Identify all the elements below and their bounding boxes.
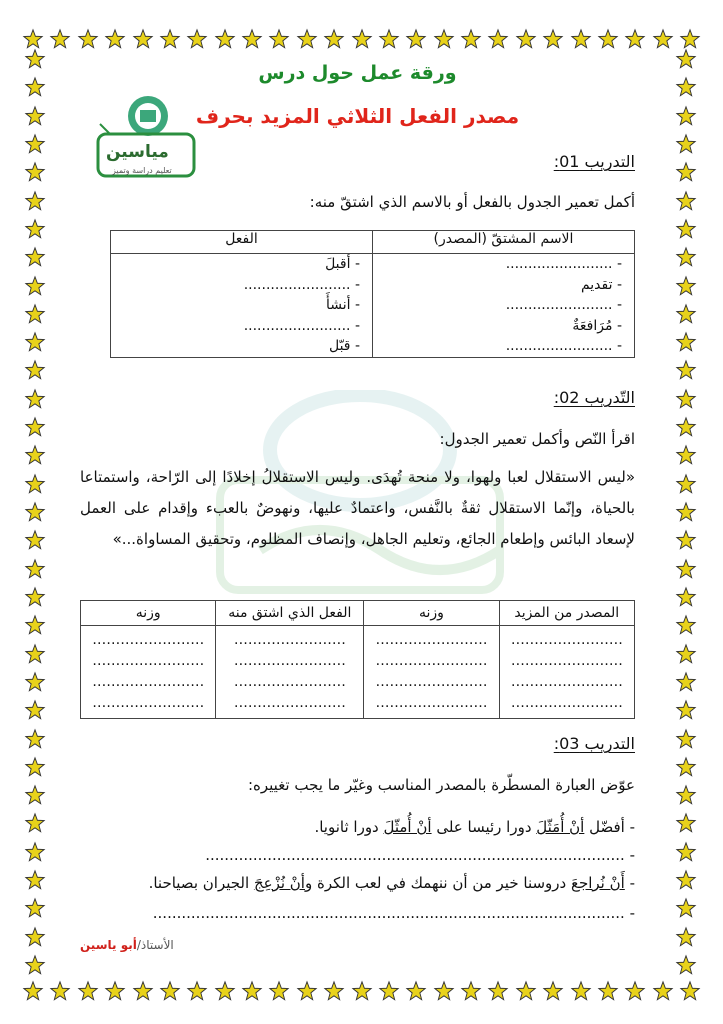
star-icon [24, 784, 48, 806]
answer-line[interactable]: …………………… [510, 695, 623, 711]
answer-line[interactable]: …………………… [92, 674, 205, 690]
star-icon [652, 980, 674, 1004]
answer-line[interactable]: …………………… [92, 653, 205, 669]
answer-line[interactable]: …………………… [233, 632, 346, 648]
star-icon [675, 784, 699, 806]
star-icon [675, 756, 699, 778]
masdar-answers[interactable] [499, 626, 634, 719]
verb-cell: - أقبلَ [325, 256, 360, 272]
star-icon [675, 76, 699, 98]
star-icon [24, 812, 48, 834]
noun-cell[interactable]: - ........................ [505, 338, 622, 354]
exercise3-title: التدريب 03: [553, 734, 635, 753]
star-icon [24, 246, 48, 268]
sentence-1-end: دورا ثانويا. [314, 818, 384, 836]
star-icon [675, 699, 699, 721]
wazn-answers[interactable] [364, 626, 499, 719]
star-border-right [675, 48, 699, 976]
underlined-phrase: أَنْ نُراجعَ [570, 874, 625, 892]
star-icon [24, 48, 48, 70]
exercise1-title: التدريب 01: [553, 152, 635, 171]
answer-line[interactable]: …………………… [375, 653, 488, 669]
star-icon [24, 444, 48, 466]
exercise2-instruction: اقرأ النّص وأكمل تعمير الجدول: [439, 430, 635, 448]
answer-line[interactable]: …………………… [233, 695, 346, 711]
answer-line[interactable]: …………………… [233, 653, 346, 669]
verb-cell: - أنشأَ [325, 297, 360, 313]
star-icon [675, 728, 699, 750]
star-icon [24, 331, 48, 353]
teacher-signature [80, 938, 174, 952]
noun-cell: - مُرَافعَةٌ [572, 317, 622, 334]
answer-line[interactable]: …………………… [375, 674, 488, 690]
star-icon [24, 275, 48, 297]
star-icon [24, 558, 48, 580]
sentence-2 [149, 874, 635, 892]
verb-cell[interactable]: - ........................ [243, 276, 360, 293]
col-header-fiil: الفعل الذي اشتق منه [216, 601, 364, 626]
star-icon [675, 48, 699, 70]
underlined-phrase: أنْ أُمَثّلَ [536, 818, 585, 836]
star-icon [675, 614, 699, 636]
exercise1-instruction: أكمل تعمير الجدول بالفعل أو بالاسم الذي اشتقّ منه: [309, 193, 635, 211]
star-icon [675, 501, 699, 523]
star-icon [24, 926, 48, 948]
exercise3-instruction: عوّض العبارة المسطّرة بالمصدر المناسب وغيّر ما يجب تغييره: [247, 776, 635, 794]
underlined-phrase: أنْ نُزْعِجَ [253, 874, 305, 892]
fiil-answers[interactable] [216, 626, 364, 719]
answer-line[interactable]: …………………… [92, 695, 205, 711]
star-icon [675, 161, 699, 183]
star-icon [675, 558, 699, 580]
exercise2-table [80, 600, 635, 719]
sentence-1 [314, 818, 635, 836]
exercise2-title: التّدريب 02: [553, 388, 635, 407]
star-icon [49, 980, 71, 1004]
answer-line[interactable]: …………………… [92, 632, 205, 648]
star-icon [24, 897, 48, 919]
star-icon [675, 359, 699, 381]
star-icon [24, 416, 48, 438]
sentence-1-middle: دورا رئيسا على [431, 818, 537, 836]
star-icon [675, 331, 699, 353]
star-icon [675, 444, 699, 466]
noun-column [373, 254, 635, 358]
sentence-2-end: الجيران بصياحنا. [148, 874, 254, 892]
answer-line[interactable]: …………………… [375, 632, 488, 648]
star-icon [675, 246, 699, 268]
worksheet-title: ورقة عمل حول درس [258, 62, 457, 84]
logo-tagline: تعليم دراسة وتميز [112, 166, 172, 175]
teacher-name: أبو ياسين [80, 938, 137, 952]
underlined-phrase: أنْ أُمثّلَ [383, 818, 432, 836]
col-header-wazn2: وزنه [81, 601, 216, 626]
lesson-title: مصدر الفعل الثلاثي المزيد بحرف [195, 104, 520, 128]
star-icon [675, 897, 699, 919]
col-header-noun: الاسم المشتقّ (المصدر) [373, 231, 635, 254]
noun-cell[interactable]: - ........................ [505, 297, 622, 313]
sentence-1-start: - أفضّل [584, 818, 635, 836]
star-icon [24, 671, 48, 693]
star-icon [24, 190, 48, 212]
sentence-2-start: - [624, 874, 635, 892]
star-icon [24, 586, 48, 608]
star-icon [24, 643, 48, 665]
star-icon [24, 161, 48, 183]
brand-logo [90, 86, 200, 186]
star-icon [24, 529, 48, 551]
star-icon [24, 359, 48, 381]
star-icon [24, 501, 48, 523]
star-icon [675, 473, 699, 495]
star-border-left [24, 48, 48, 976]
star-icon [652, 28, 674, 52]
wazn2-answers[interactable] [81, 626, 216, 719]
worksheet [80, 0, 635, 1024]
star-icon [24, 105, 48, 127]
star-icon [24, 728, 48, 750]
star-icon [24, 473, 48, 495]
star-icon [675, 643, 699, 665]
star-icon [24, 388, 48, 410]
teacher-label: الأستاذ/ [136, 938, 174, 952]
star-icon [679, 980, 701, 1004]
star-icon [24, 699, 48, 721]
star-icon [24, 303, 48, 325]
col-header-verb: الفعل [111, 231, 373, 254]
star-icon [24, 756, 48, 778]
star-icon [675, 190, 699, 212]
noun-cell: - تقديم [580, 276, 622, 293]
answer-line[interactable]: …………………… [233, 674, 346, 690]
star-icon [675, 303, 699, 325]
star-icon [24, 76, 48, 98]
star-icon [675, 388, 699, 410]
exercise1-table [110, 230, 635, 358]
star-icon [24, 869, 48, 891]
star-icon [675, 586, 699, 608]
star-icon [675, 812, 699, 834]
star-icon [675, 529, 699, 551]
star-icon [675, 841, 699, 863]
logo-text: مياسين [106, 142, 169, 162]
answer-line[interactable]: …………………… [510, 653, 623, 669]
noun-cell[interactable]: - ........................ [505, 256, 622, 272]
answer-line[interactable]: …………………… [510, 632, 623, 648]
answer-line[interactable]: …………………… [510, 674, 623, 690]
star-icon [675, 218, 699, 240]
star-icon [24, 614, 48, 636]
answer-line-2[interactable]: - ................................................................................................... [152, 904, 635, 922]
star-icon [675, 275, 699, 297]
star-icon [675, 869, 699, 891]
star-icon [675, 926, 699, 948]
verb-column [111, 254, 373, 358]
answer-line[interactable]: …………………… [375, 695, 488, 711]
star-icon [22, 980, 44, 1004]
star-icon [24, 954, 48, 976]
star-icon [675, 416, 699, 438]
star-icon [675, 105, 699, 127]
star-icon [24, 841, 48, 863]
reading-passage: «ليس الاستقلال لعبا ولهوا، ولا منحة تُهدَى. وليس الاستقلالُ إخلادًا إلى الرّاحة، واستمتاعا بالحياة، وإنّما الاستقلال ثقةٌ بالنَّفس، واعتمادٌ عليها، ونهوضٌ بالعبء وإقدام على العمل لإسعاد البائس وإطعام الجائع، وتعليم الجاهل، وإنصاف المظلوم، وتحقيق المساواة...» [80, 468, 635, 548]
star-icon [24, 218, 48, 240]
answer-line-1[interactable]: - ........................................................................................ [205, 846, 635, 864]
star-icon [24, 133, 48, 155]
star-icon [49, 28, 71, 52]
star-icon [675, 133, 699, 155]
verb-cell[interactable]: - ........................ [243, 317, 360, 334]
verb-cell: - قبّل [328, 338, 360, 354]
col-header-masdar: المصدر من المزيد [499, 601, 634, 626]
sentence-2-middle: دروسنا خير من أن ننهمك في لعب الكرة و [304, 874, 571, 892]
star-icon [675, 954, 699, 976]
col-header-wazn: وزنه [364, 601, 499, 626]
star-icon [675, 671, 699, 693]
